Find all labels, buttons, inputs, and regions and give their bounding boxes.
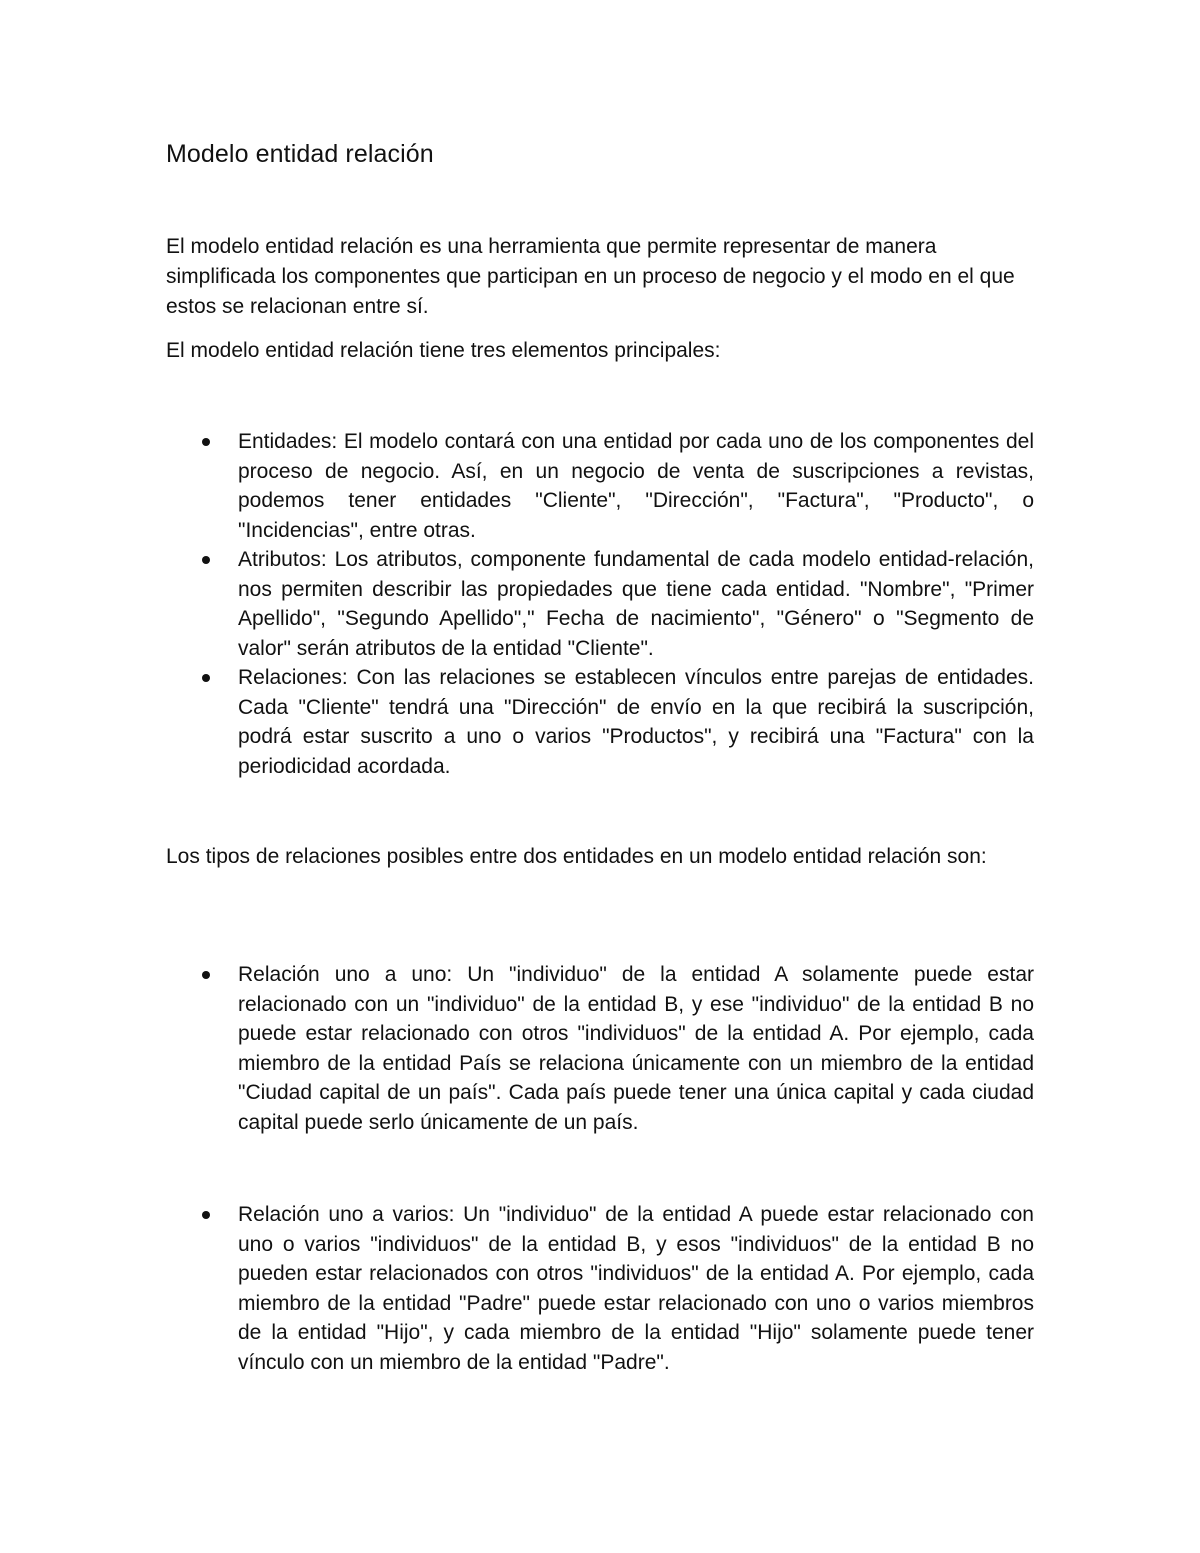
bullet-icon xyxy=(202,556,210,564)
bullet-icon xyxy=(202,1211,210,1219)
list-item-uno-a-uno xyxy=(166,960,1034,1137)
list-item-text: Con las relaciones se establecen vínculos entre parejas de entidades. Cada "Cliente" tendrá una "Dirección" de envío en la que recibirá la suscripción, podrá estar suscrito a uno o varios "Productos", y recibirá una "Factura" con la periodicidad acordada. xyxy=(238,666,1034,778)
list-item-atributos xyxy=(166,545,1034,663)
list-item-entidades xyxy=(166,427,1034,545)
intro-paragraph: El modelo entidad relación es una herramienta que permite representar de manera simplificada los componentes que participan en un proceso de negocio y el modo en el que estos se relacionan entre sí. xyxy=(166,235,1015,318)
list-item-relaciones xyxy=(166,663,1034,781)
types-list-one-to-one xyxy=(166,960,1034,1137)
document-title: Modelo entidad relación xyxy=(166,140,434,168)
list-item-text: Un "individuo" de la entidad A puede estar relacionado con uno o varios "individuos" de la entidad B, y esos "individuos" de la entidad B no pueden estar relacionados con otros "individuos" de la entidad A. Por ejemplo, cada miembro de la entidad "Padre" puede estar relacionado con uno o varios miembros de la entidad "Hijo", y cada miembro de la entidad "Hijo" solamente puede tener vínculo con un miembro de la entidad "Padre". xyxy=(238,1203,1034,1374)
elements-list xyxy=(166,427,1034,781)
list-item-term: Relación uno a uno: xyxy=(238,963,453,986)
list-item-text: Los atributos, componente fundamental de cada modelo entidad-relación, nos permiten describir las propiedades que tiene cada entidad. "Nombre", "Primer Apellido", "Segundo Apellido"," Fecha de nacimiento", "Género" o "Segmento de valor" serán atributos de la entidad "Cliente". xyxy=(238,548,1034,660)
types-list-one-to-many xyxy=(166,1200,1034,1377)
bullet-icon xyxy=(202,971,210,979)
list-item-text: Un "individuo" de la entidad A solamente puede estar relacionado con un "individuo" de la entidad B, y ese "individuo" de la entidad B no puede estar relacionado con otros "individuos" de la entidad A. Por ejemplo, cada miembro de la entidad País se relaciona únicamente con un miembro de la entidad "Ciudad capital de un país". Cada país puede tener una única capital y cada ciudad capital puede serlo únicamente de un país. xyxy=(238,963,1034,1134)
bullet-icon xyxy=(202,438,210,446)
list-item-uno-a-varios xyxy=(166,1200,1034,1377)
list-item-term: Entidades: xyxy=(238,430,338,453)
elements-heading: El modelo entidad relación tiene tres elementos principales: xyxy=(166,339,721,362)
list-item-text: El modelo contará con una entidad por cada uno de los componentes del proceso de negocio. Así, en un negocio de venta de suscripciones a revistas, podemos tener entidades "Cliente", "Dirección", "Factura", "Producto", o "Incidencias", entre otras. xyxy=(238,430,1034,542)
list-item-term: Relaciones: xyxy=(238,666,348,689)
list-item-term: Atributos: xyxy=(238,548,327,571)
bullet-icon xyxy=(202,674,210,682)
types-heading: Los tipos de relaciones posibles entre dos entidades en un modelo entidad relación son: xyxy=(166,845,987,868)
list-item-term: Relación uno a varios: xyxy=(238,1203,455,1226)
